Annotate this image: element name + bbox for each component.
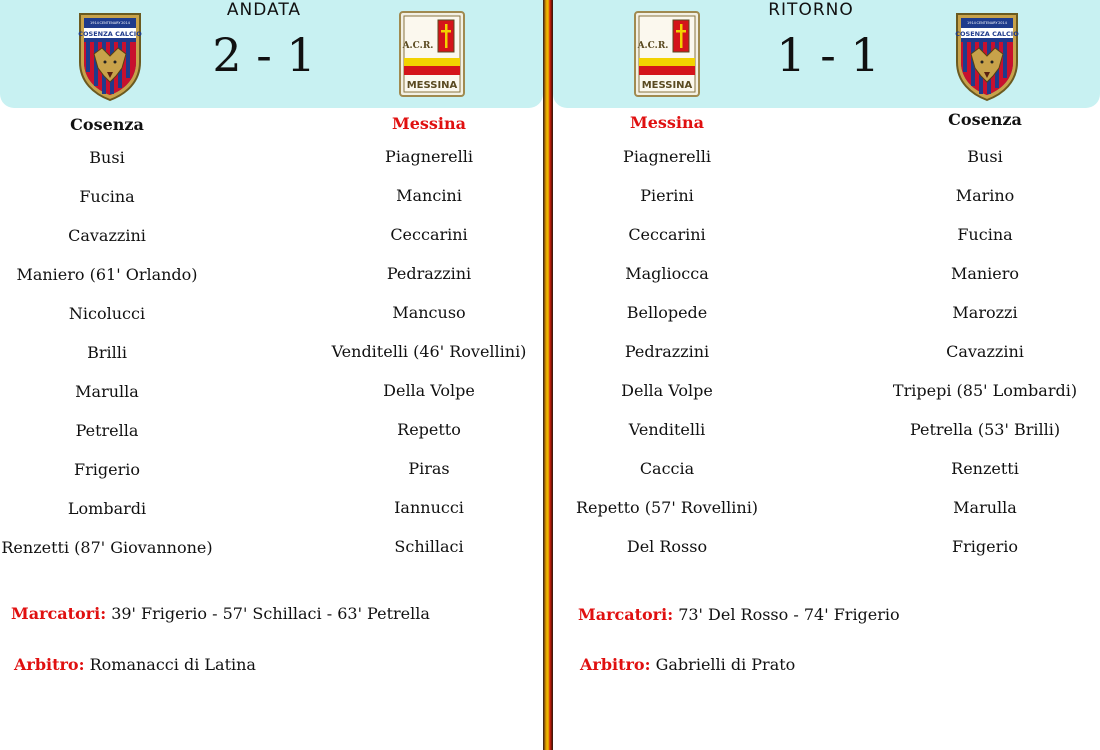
player-name: Marino xyxy=(955,186,1015,205)
player-name: Pedrazzini xyxy=(386,264,472,283)
referee-text: Romanacci di Latina xyxy=(89,655,256,674)
svg-text:2014: 2014 xyxy=(121,21,130,25)
scorers-text: 73' Del Rosso - 74' Frigerio xyxy=(678,605,900,624)
player-name: Maniero (61' Orlando) xyxy=(16,265,198,284)
andata-header xyxy=(0,0,543,108)
player-name: Venditelli (46' Rovellini) xyxy=(331,342,527,361)
player-name: Lombardi xyxy=(67,499,147,518)
player-name: Marozzi xyxy=(952,303,1018,322)
player-name: Iannucci xyxy=(394,498,464,517)
svg-text:A.C.R.: A.C.R. xyxy=(637,41,669,51)
player-name: Nicolucci xyxy=(68,304,146,323)
svg-text:A.C.R.: A.C.R. xyxy=(402,41,434,51)
player-name: Repetto (57' Rovellini) xyxy=(575,498,759,517)
andata-title: ANDATA xyxy=(226,0,302,20)
messina-logo-icon xyxy=(633,10,701,98)
andata-home-lineup xyxy=(0,114,214,576)
player-name: Della Volpe xyxy=(621,381,713,400)
ritorno-title: RITORNO xyxy=(768,0,854,20)
player-name: Piras xyxy=(408,459,450,478)
team-name-messina: Messina xyxy=(630,113,704,132)
ritorno-header xyxy=(553,0,1100,108)
player-name: Pierini xyxy=(640,186,694,205)
andata-score: 2 - 1 xyxy=(212,28,316,82)
cosenza-logo-icon xyxy=(76,10,144,102)
scorers-label: Marcatori: xyxy=(578,605,674,624)
andata-away-lineup xyxy=(320,113,538,575)
referee-label: Arbitro: xyxy=(14,655,85,674)
scorers-label: Marcatori: xyxy=(11,604,107,623)
center-divider xyxy=(543,0,553,750)
ritorno-home-lineup xyxy=(567,112,767,575)
andata-referee xyxy=(14,655,256,674)
player-name: Repetto xyxy=(397,420,461,439)
player-name: Busi xyxy=(967,147,1003,166)
team-name-cosenza: Cosenza xyxy=(948,110,1022,129)
svg-text:CENTENARY: CENTENARY xyxy=(99,21,121,25)
player-name: Schillaci xyxy=(394,537,464,556)
player-name: Mancini xyxy=(396,186,462,205)
player-name: Ceccarini xyxy=(628,225,706,244)
player-name: Pedrazzini xyxy=(624,342,710,361)
ritorno-scorers xyxy=(578,605,900,624)
referee-label: Arbitro: xyxy=(580,655,651,674)
ritorno-panel xyxy=(553,0,1100,750)
svg-text:COSENZA CALCIO: COSENZA CALCIO xyxy=(78,30,142,38)
player-name: Frigerio xyxy=(952,537,1018,556)
player-name: Tripepi (85' Lombardi) xyxy=(892,381,1078,400)
player-name: Fucina xyxy=(957,225,1013,244)
scorers-text: 39' Frigerio - 57' Schillaci - 63' Petrella xyxy=(111,604,430,623)
player-name: Renzetti (87' Giovannone) xyxy=(1,538,213,557)
player-name: Cavazzini xyxy=(68,226,146,245)
svg-text:2014: 2014 xyxy=(998,21,1007,25)
player-name: Cavazzini xyxy=(946,342,1024,361)
player-name: Ceccarini xyxy=(390,225,468,244)
player-name: Magliocca xyxy=(625,264,709,283)
andata-panel xyxy=(0,0,543,750)
svg-text:1914: 1914 xyxy=(967,21,976,25)
player-name: Maniero xyxy=(950,264,1020,283)
ritorno-score: 1 - 1 xyxy=(776,28,880,82)
svg-text:CENTENARY: CENTENARY xyxy=(976,21,998,25)
player-name: Renzetti xyxy=(951,459,1019,478)
svg-text:1914: 1914 xyxy=(90,21,99,25)
player-name: Caccia xyxy=(639,459,695,478)
cosenza-logo-icon xyxy=(953,10,1021,102)
player-name: Petrella xyxy=(75,421,139,440)
team-name-messina: Messina xyxy=(392,114,466,133)
andata-scorers xyxy=(11,604,430,623)
player-name: Bellopede xyxy=(626,303,708,322)
ritorno-referee xyxy=(580,655,795,674)
player-name: Fucina xyxy=(79,187,135,206)
svg-text:COSENZA CALCIO: COSENZA CALCIO xyxy=(955,30,1019,38)
player-name: Frigerio xyxy=(74,460,140,479)
player-name: Petrella (53' Brilli) xyxy=(909,420,1061,439)
player-name: Della Volpe xyxy=(383,381,475,400)
referee-text: Gabrielli di Prato xyxy=(655,655,796,674)
player-name: Del Rosso xyxy=(626,537,708,556)
svg-text:MESSINA: MESSINA xyxy=(641,80,693,91)
ritorno-away-lineup xyxy=(885,109,1085,575)
messina-logo-icon xyxy=(398,10,466,98)
team-name-cosenza: Cosenza xyxy=(70,115,144,134)
svg-text:MESSINA: MESSINA xyxy=(406,80,458,91)
player-name: Brilli xyxy=(87,343,127,362)
player-name: Piagnerelli xyxy=(385,147,473,166)
player-name: Venditelli xyxy=(628,420,706,439)
player-name: Mancuso xyxy=(392,303,466,322)
player-name: Busi xyxy=(89,148,125,167)
player-name: Marulla xyxy=(75,382,139,401)
player-name: Piagnerelli xyxy=(623,147,711,166)
player-name: Marulla xyxy=(953,498,1017,517)
